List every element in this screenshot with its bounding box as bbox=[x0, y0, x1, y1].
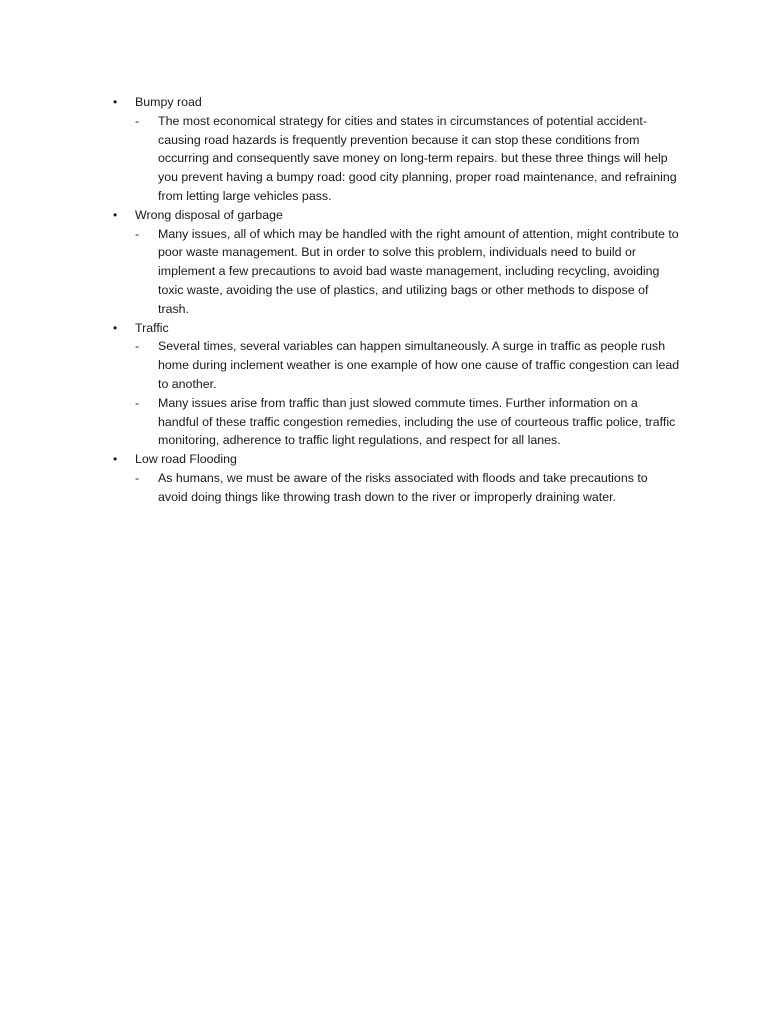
sub-item-text: Several times, several variables can happen simultaneously. A surge in traffic as people rush home during inclement weather is one example of how one cause of traffic congestion can lead to another. bbox=[158, 339, 680, 391]
bullet-icon: • bbox=[113, 207, 118, 222]
dash-icon: - bbox=[135, 226, 140, 241]
sub-list bbox=[135, 225, 680, 319]
list-item-low-road-flooding bbox=[110, 450, 680, 506]
dash-icon: - bbox=[135, 113, 140, 128]
sub-list-item bbox=[135, 225, 680, 319]
list-item-bumpy-road bbox=[110, 93, 680, 206]
list-item-heading: Traffic bbox=[135, 320, 169, 335]
bullet-icon: • bbox=[113, 452, 118, 467]
bullet-icon: • bbox=[113, 320, 118, 335]
bullet-icon: • bbox=[113, 95, 118, 109]
sub-item-text: Many issues, all of which may be handled with the right amount of attention, might contribute to poor waste management. But in order to solve this problem, individuals need to build or implement a few precautions to avoid bad waste management, including recycling, avoiding toxic waste, avoiding the use of plastics, and utilizing bags or other methods to dispose of trash. bbox=[158, 226, 679, 316]
sub-list-item bbox=[135, 394, 680, 450]
sub-list-item bbox=[135, 337, 680, 393]
list-item-heading: Wrong disposal of garbage bbox=[135, 207, 283, 222]
sub-list bbox=[135, 337, 680, 450]
sub-item-text: Many issues arise from traffic than just slowed commute times. Further information on a handful of these traffic congestion remedies, including the use of courteous traffic police, traffic monitoring, adherence to traffic light regulations, and respect for all lanes. bbox=[158, 395, 676, 448]
dash-icon: - bbox=[135, 395, 140, 410]
sub-list bbox=[135, 112, 680, 206]
list-item-traffic bbox=[110, 319, 680, 451]
sub-list-item bbox=[135, 112, 680, 206]
sub-item-text: As humans, we must be aware of the risks associated with floods and take precautions to avoid doing things like throwing trash down to the river or improperly draining water. bbox=[158, 470, 648, 504]
sub-list bbox=[135, 469, 680, 507]
dash-icon: - bbox=[135, 470, 140, 485]
list-item-heading: Bumpy road bbox=[135, 95, 202, 109]
sub-list-item bbox=[135, 469, 680, 507]
bullet-list bbox=[110, 93, 680, 507]
list-item-wrong-disposal bbox=[110, 206, 680, 319]
dash-icon: - bbox=[135, 339, 140, 354]
sub-item-text: The most economical strategy for cities and states in circumstances of potential accident-causing road hazards is frequently prevention because it can stop these conditions from occurring and consequently save money on long-term repairs. but these three things will help you prevent having a bumpy road: good city planning, proper road maintenance, and refraining from letting large vehicles pass. bbox=[158, 113, 677, 203]
list-item-heading: Low road Flooding bbox=[135, 452, 237, 467]
